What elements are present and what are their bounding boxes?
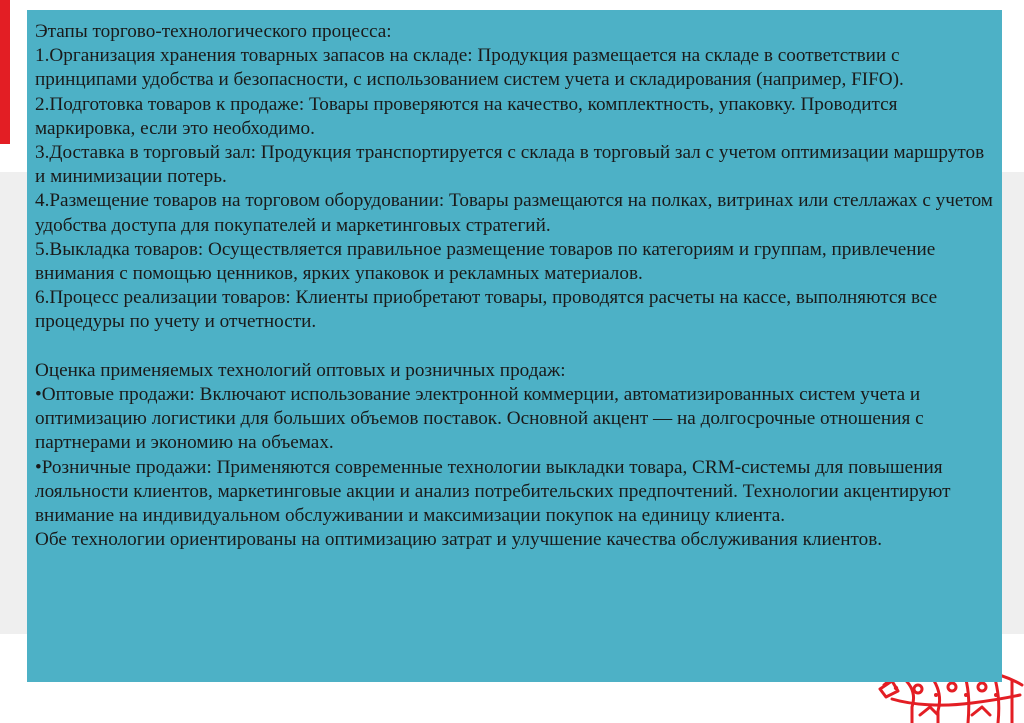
evaluation-item-wholesale: •Оптовые продажи: Включают использование электронной коммерции, автоматизированных систем учета и оптимизацию логистики для больших объемов поставок. Основной акцент — на долгосрочные отношения с партнерами и экономию на объемах. <box>35 384 924 454</box>
stage-item-2: 2.Подготовка товаров к продаже: Товары проверяются на качество, комплектность, упаковку. Проводится маркировка, если это необходимо. <box>35 93 898 139</box>
evaluation-conclusion: Обе технологии ориентированы на оптимизацию затрат и улучшение качества обслуживания клиентов. <box>35 529 883 551</box>
stage-item-5: 5.Выкладка товаров: Осуществляется правильное размещение товаров по категориям и группам, привлечение внимания с помощью ценников, ярких упаковок и рекламных материалов. <box>35 238 936 285</box>
evaluation-item-retail: •Розничные продажи: Применяются современные технологии выкладки товара, CRM-системы для повышения лояльности клиентов, маркетинговые акции и анализ потребительских предпочтений. Технологии акцентируют внимание на индивидуальном обслуживании и максимизации покупок на единицу клиента. <box>35 456 951 527</box>
stage-item-1: 1.Организация хранения товарных запасов на складе: Продукция размещается на складе в соответствии с принципами удобства и безопасности, с использованием систем учета и складирования (например, FIFO). <box>35 45 904 91</box>
stage-item-3: 3.Доставка в торговый зал: Продукция транспортируется с склада в торговый зал с учетом оптимизации маршрутов и минимизации потерь. <box>35 142 985 188</box>
stages-heading: Этапы торгово-технологического процесса: <box>35 21 392 42</box>
evaluation-heading: Оценка применяемых технологий оптовых и розничных продаж: <box>35 359 566 381</box>
stage-item-4: 4.Размещение товаров на торговом оборудовании: Товары размещаются на полках, витринах или стеллажах с учетом удобства доступа для покупателей и маркетинговых стратегий. <box>35 190 993 236</box>
paragraph-gap <box>35 335 994 359</box>
content-text-box <box>27 10 1002 682</box>
red-accent-bar <box>0 0 10 144</box>
stage-item-6: 6.Процесс реализации товаров: Клиенты приобретают товары, проводятся расчеты на кассе, выполняются все процедуры по учету и отчетности. <box>35 287 938 333</box>
